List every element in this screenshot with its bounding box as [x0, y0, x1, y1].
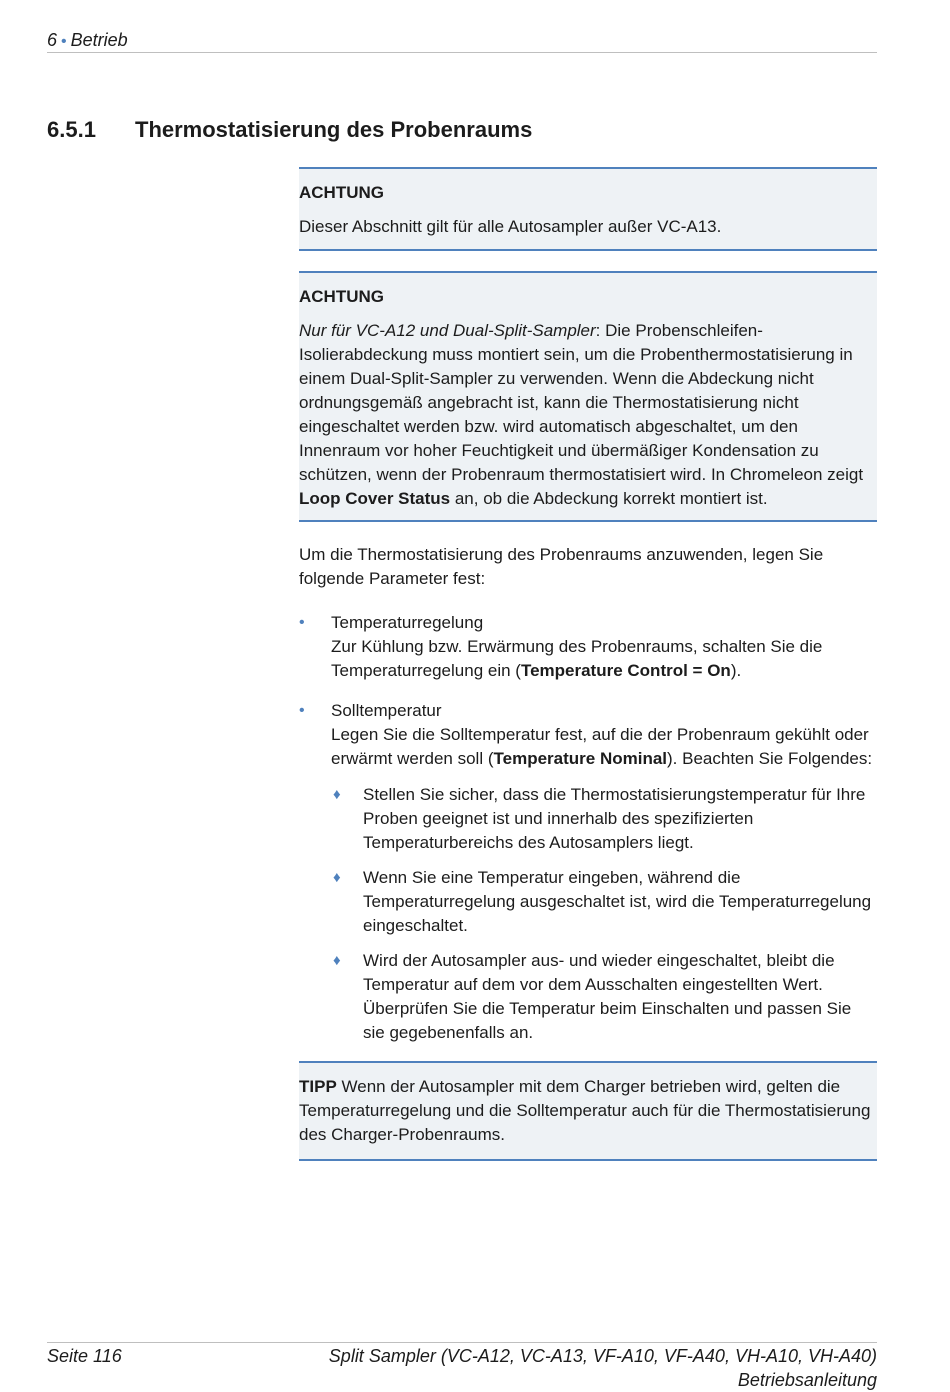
- sub-list-text: Wird der Autosampler aus- und wieder eingeschaltet, bleibt die Temperatur auf dem vor dem Ausschalten eingestellten Wert. Überprüfen Sie die Temperatur beim Einschalten und passen Sie sie gegebenenfalls an.: [363, 951, 852, 1042]
- bullet-dot-icon: •: [61, 33, 67, 50]
- list-item-title: Solltemperatur: [331, 701, 442, 720]
- document-type: Betriebsanleitung: [737, 1370, 877, 1390]
- page-number: Seite 116: [47, 1346, 122, 1366]
- diamond-bullet-icon: ♦: [333, 952, 341, 969]
- intro-paragraph: [299, 543, 877, 591]
- tip-box: [299, 1061, 877, 1161]
- product-name: Split Sampler (VC-A12, VC-A13, VF-A10, VF-A40, VH-A10, VH-A40): [328, 1346, 877, 1366]
- notice-text-part: : Die Probenschleifen-Isolierabdeckung muss montiert sein, um die Probenthermostatisierung in einem Dual-Split-Sampler zu verwenden. Wenn die Abdeckung nicht ordnungsgemäß angebracht ist, kann die Thermostatisierung nicht eingeschaltet werden bzw. wird automatisch abgeschaltet, um den Innenraum vor hoher Feuchtigkeit und übermäßiger Kondensation zu schützen, wenn der Probenraum thermostatisiert wird. In Chromeleon zeigt: [299, 321, 864, 484]
- sub-list-item: [331, 783, 877, 855]
- sub-list-text: Stellen Sie sicher, dass die Thermostatisierungstemperatur für Ihre Proben geeignet ist und innerhalb des spezifizierten Temperaturbereichs des Autosamplers liegt.: [363, 785, 866, 852]
- sub-list-item: [331, 866, 877, 938]
- tip-text: [299, 1075, 877, 1147]
- notice-box-1: [299, 167, 877, 251]
- list-item: [299, 699, 877, 1045]
- section-heading: [47, 115, 877, 145]
- list-text-part: Legen Sie die Solltemperatur fest, auf die der Probenraum gekühlt oder erwärmt werden soll (: [331, 725, 869, 768]
- tip-label: TIPP: [299, 1077, 337, 1096]
- list-item-text: [331, 635, 877, 683]
- notice-title: ACHTUNG: [299, 287, 384, 306]
- page-header: [47, 28, 877, 53]
- list-text-part: ).: [730, 661, 742, 680]
- diamond-bullet-icon: ♦: [333, 786, 341, 803]
- list-bold-term: Temperature Control = On: [520, 661, 731, 680]
- footer-divider: [47, 1342, 877, 1343]
- chapter-title: Betrieb: [70, 30, 128, 50]
- list-text-part: ). Beachten Sie Folgendes:: [667, 749, 873, 768]
- diamond-bullet-icon: ♦: [333, 869, 341, 886]
- list-item-text: [331, 723, 877, 771]
- notice-bold-term: Loop Cover Status: [299, 489, 451, 508]
- notice-italic-lead: Nur für VC-A12 und Dual-Split-Sampler: [299, 321, 596, 340]
- list-text-part: Zur Kühlung bzw. Erwärmung des Probenraums, schalten Sie die Temperaturregelung ein (: [331, 637, 823, 680]
- bullet-icon: •: [299, 614, 305, 631]
- notice-text: [299, 319, 877, 511]
- notice-box-2: [299, 271, 877, 522]
- chapter-number: 6: [47, 30, 58, 50]
- footer-product: [329, 1344, 877, 1392]
- notice-text-part: an, ob die Abdeckung korrekt montiert ist.: [450, 489, 768, 508]
- sub-list-text: Wenn Sie eine Temperatur eingeben, während die Temperaturregelung ausgeschaltet ist, wird die Temperaturregelung eingeschaltet.: [363, 868, 872, 935]
- section-number: 6.5.1: [47, 117, 96, 142]
- section-title: Thermostatisierung des Probenraums: [135, 117, 533, 142]
- tip-body: Wenn der Autosampler mit dem Charger betrieben wird, gelten die Temperaturregelung und die Solltemperatur auch für die Thermostatisierung des Charger-Probenraums.: [299, 1077, 871, 1144]
- sub-list: [331, 783, 877, 1045]
- bullet-icon: •: [299, 702, 305, 719]
- list-item-title: Temperaturregelung: [331, 613, 484, 632]
- list-bold-term: Temperature Nominal: [493, 749, 668, 768]
- main-content: [299, 167, 877, 1161]
- notice-title: ACHTUNG: [299, 183, 384, 202]
- sub-list-item: [331, 949, 877, 1045]
- intro-text: Um die Thermostatisierung des Probenraums anzuwenden, legen Sie folgende Parameter fest:: [299, 545, 824, 588]
- list-item: [299, 611, 877, 683]
- notice-text: Dieser Abschnitt gilt für alle Autosampler außer VC-A13.: [299, 217, 722, 236]
- parameter-list: [299, 611, 877, 1045]
